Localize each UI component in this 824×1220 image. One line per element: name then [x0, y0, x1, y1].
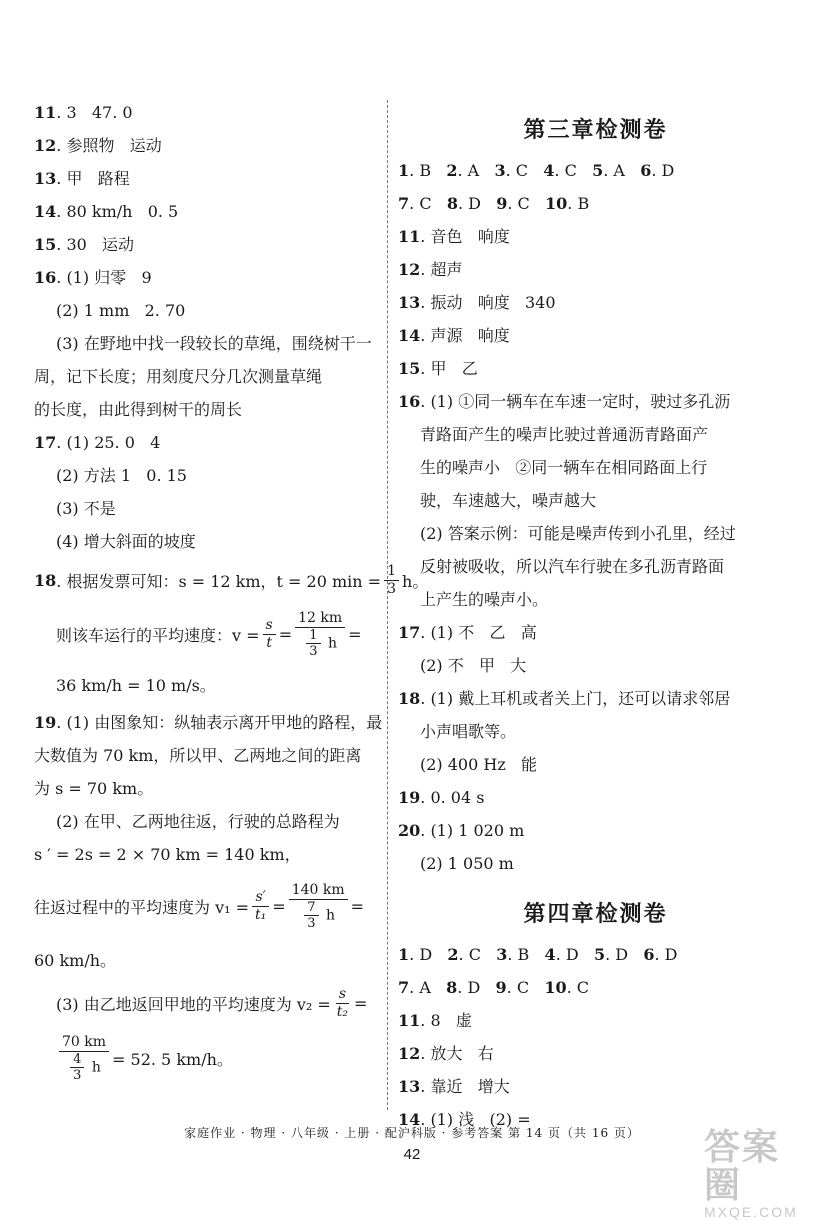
answer-16-part3-cont: 周，记下长度；用刻度尺分几次测量草绳 [34, 367, 323, 386]
answer-19-line6: 往返过程中的平均速度为 v₁ = $\frac{s'}{\text{t₁}}$ = 140 km $\frac{7}{3}$ h = [34, 881, 365, 931]
ch4-answer-11: 11. 8 虚 [398, 1011, 472, 1030]
answer-14: 14. 80 km/h 0. 5 [34, 202, 179, 221]
answer-19-part3-result: 70 km $\frac{4}{3}$ h = 52. 5 km/h。 [34, 1025, 379, 1091]
answer-16-cont2: 生的噪声小 ②同一辆车在相同路面上行 [420, 458, 708, 477]
answer-17-part3: (3) 不是 [56, 499, 116, 518]
answer-17-part2: (2) 方法 1 0. 15 [56, 466, 187, 485]
fraction: $\frac{s}{t}$ [263, 617, 276, 652]
answer-16-part2-cont1: 反射被吸收，所以汽车行驶在多孔沥青路面 [420, 557, 725, 576]
answer-16-part2-cont2: 上产生的噪声小。 [420, 590, 549, 609]
answer-18-line3: 36 km/h = 10 m/s。 [56, 676, 216, 695]
chapter4-heading: 第四章检测卷 [523, 901, 668, 927]
left-column [34, 96, 429, 1091]
answer-13: 13. 振动 响度 340 [398, 293, 556, 312]
answer-16-part2: (2) 答案示例：可能是噪声传到小孔里，经过 [420, 524, 736, 543]
column-divider [387, 100, 388, 1110]
answer-18-cont: 小声唱歌等。 [420, 722, 517, 741]
page-number: 42 [403, 1146, 421, 1163]
answer-row-7-10: 7. C 8. D 9. C 10. B [398, 194, 590, 213]
answer-18-part2: (2) 400 Hz 能 [420, 755, 538, 774]
answer-16-part2: (2) 1 mm 2. 70 [56, 301, 186, 320]
fraction: $\frac{1}{3}$ [384, 563, 399, 598]
answer-11: 11. 音色 响度 [398, 227, 510, 246]
fraction: 12 km $\frac{1}{3}$ h [295, 610, 345, 659]
fraction: 140 km $\frac{7}{3}$ h [289, 882, 348, 931]
answer-19-part2-cont: s ′ = 2s = 2 × 70 km = 140 km， [34, 845, 301, 864]
answer-18: 18. (1) 戴上耳机或者关上门，还可以请求邻居 [398, 689, 731, 708]
answer-19-part3: (3) 由乙地返回甲地的平均速度为 v₂ = $\frac{s}{\text{t₂}}$ = [56, 985, 368, 1020]
answer-16-part3-end: 的长度，由此得到树干的周长 [34, 400, 243, 419]
fraction: 70 km $\frac{4}{3}$ h [59, 1034, 109, 1083]
answer-19-part2: (2) 在甲、乙两地往返，行驶的总路程为 [56, 812, 340, 831]
answer-16-part3: (3) 在野地中找一段较长的草绳，围绕树干一 [56, 334, 372, 353]
answer-19-line7: 60 km/h。 [34, 951, 117, 970]
answer-19-line1: 19. (1) 由图象知：纵轴表示离开甲地的路程，最 [34, 713, 383, 732]
answer-13: 13. 甲 路程 [34, 169, 130, 188]
answer-17: 17. (1) 不 乙 高 [398, 623, 537, 642]
answer-12: 12. 超声 [398, 260, 463, 279]
answer-20-part2: (2) 1 050 m [420, 854, 514, 873]
answer-18-line2: 则该车运行的平均速度：v = $\frac{s}{t}$ = 12 km $\frac{1}{3}$ h = [56, 609, 362, 659]
answer-row-1-6: 1. B 2. A 3. C 4. C 5. A 6. D [398, 161, 675, 180]
answer-16: 16. (1) 归零 9 [34, 268, 152, 287]
answer-11: 11. 3 47. 0 [34, 103, 133, 122]
ch4-answer-row-7-10: 7. A 8. D 9. C 10. C [398, 978, 590, 997]
answer-16: 16. (1) ①同一辆车在车速一定时，驶过多孔沥 [398, 392, 731, 411]
page-footer: 家庭作业 · 物理 · 八年级 · 上册 · 配沪科版 · 参考答案 第 14 页（共 16 页） [184, 1126, 640, 1140]
answer-15: 15. 甲 乙 [398, 359, 478, 378]
answer-20: 20. (1) 1 020 m [398, 821, 525, 840]
ch4-answer-row-1-6: 1. D 2. C 3. B 4. D 5. D 6. D [398, 945, 678, 964]
watermark-logo: 答案圈 MXQE.COM [704, 1126, 798, 1220]
answer-19-line2: 大数值为 70 km，所以甲、乙两地之间的距离 [34, 746, 362, 765]
answer-19-line3: 为 s = 70 km。 [34, 779, 154, 798]
chapter3-heading: 第三章检测卷 [523, 117, 668, 143]
answer-14: 14. 声源 响度 [398, 326, 510, 345]
answer-12: 12. 参照物 运动 [34, 136, 162, 155]
answer-17-part4: (4) 增大斜面的坡度 [56, 532, 196, 551]
right-column [398, 110, 793, 1136]
answer-15: 15. 30 运动 [34, 235, 135, 254]
fraction: $\frac{s}{\text{t₂}}$ [336, 985, 349, 1020]
ch4-answer-13: 13. 靠近 增大 [398, 1077, 510, 1096]
ch4-answer-12: 12. 放大 右 [398, 1044, 494, 1063]
answer-16-cont3: 驶，车速越大，噪声越大 [420, 491, 597, 510]
answer-17-part2: (2) 不 甲 大 [420, 656, 527, 675]
answer-19: 19. 0. 04 s [398, 788, 485, 807]
answer-16-cont1: 青路面产生的噪声比驶过普通沥青路面产 [420, 425, 709, 444]
answer-18-line1: 18 . 根据发票可知：s = 12 km，t = 20 min = $\frac{1}{3}$ h。 [34, 562, 429, 597]
fraction: $\frac{s'}{\text{t₁}}$ [252, 889, 269, 924]
ch4-answer-14: 14. (1) 浅 (2) = [398, 1110, 531, 1129]
answer-17: 17. (1) 25. 0 4 [34, 433, 161, 452]
